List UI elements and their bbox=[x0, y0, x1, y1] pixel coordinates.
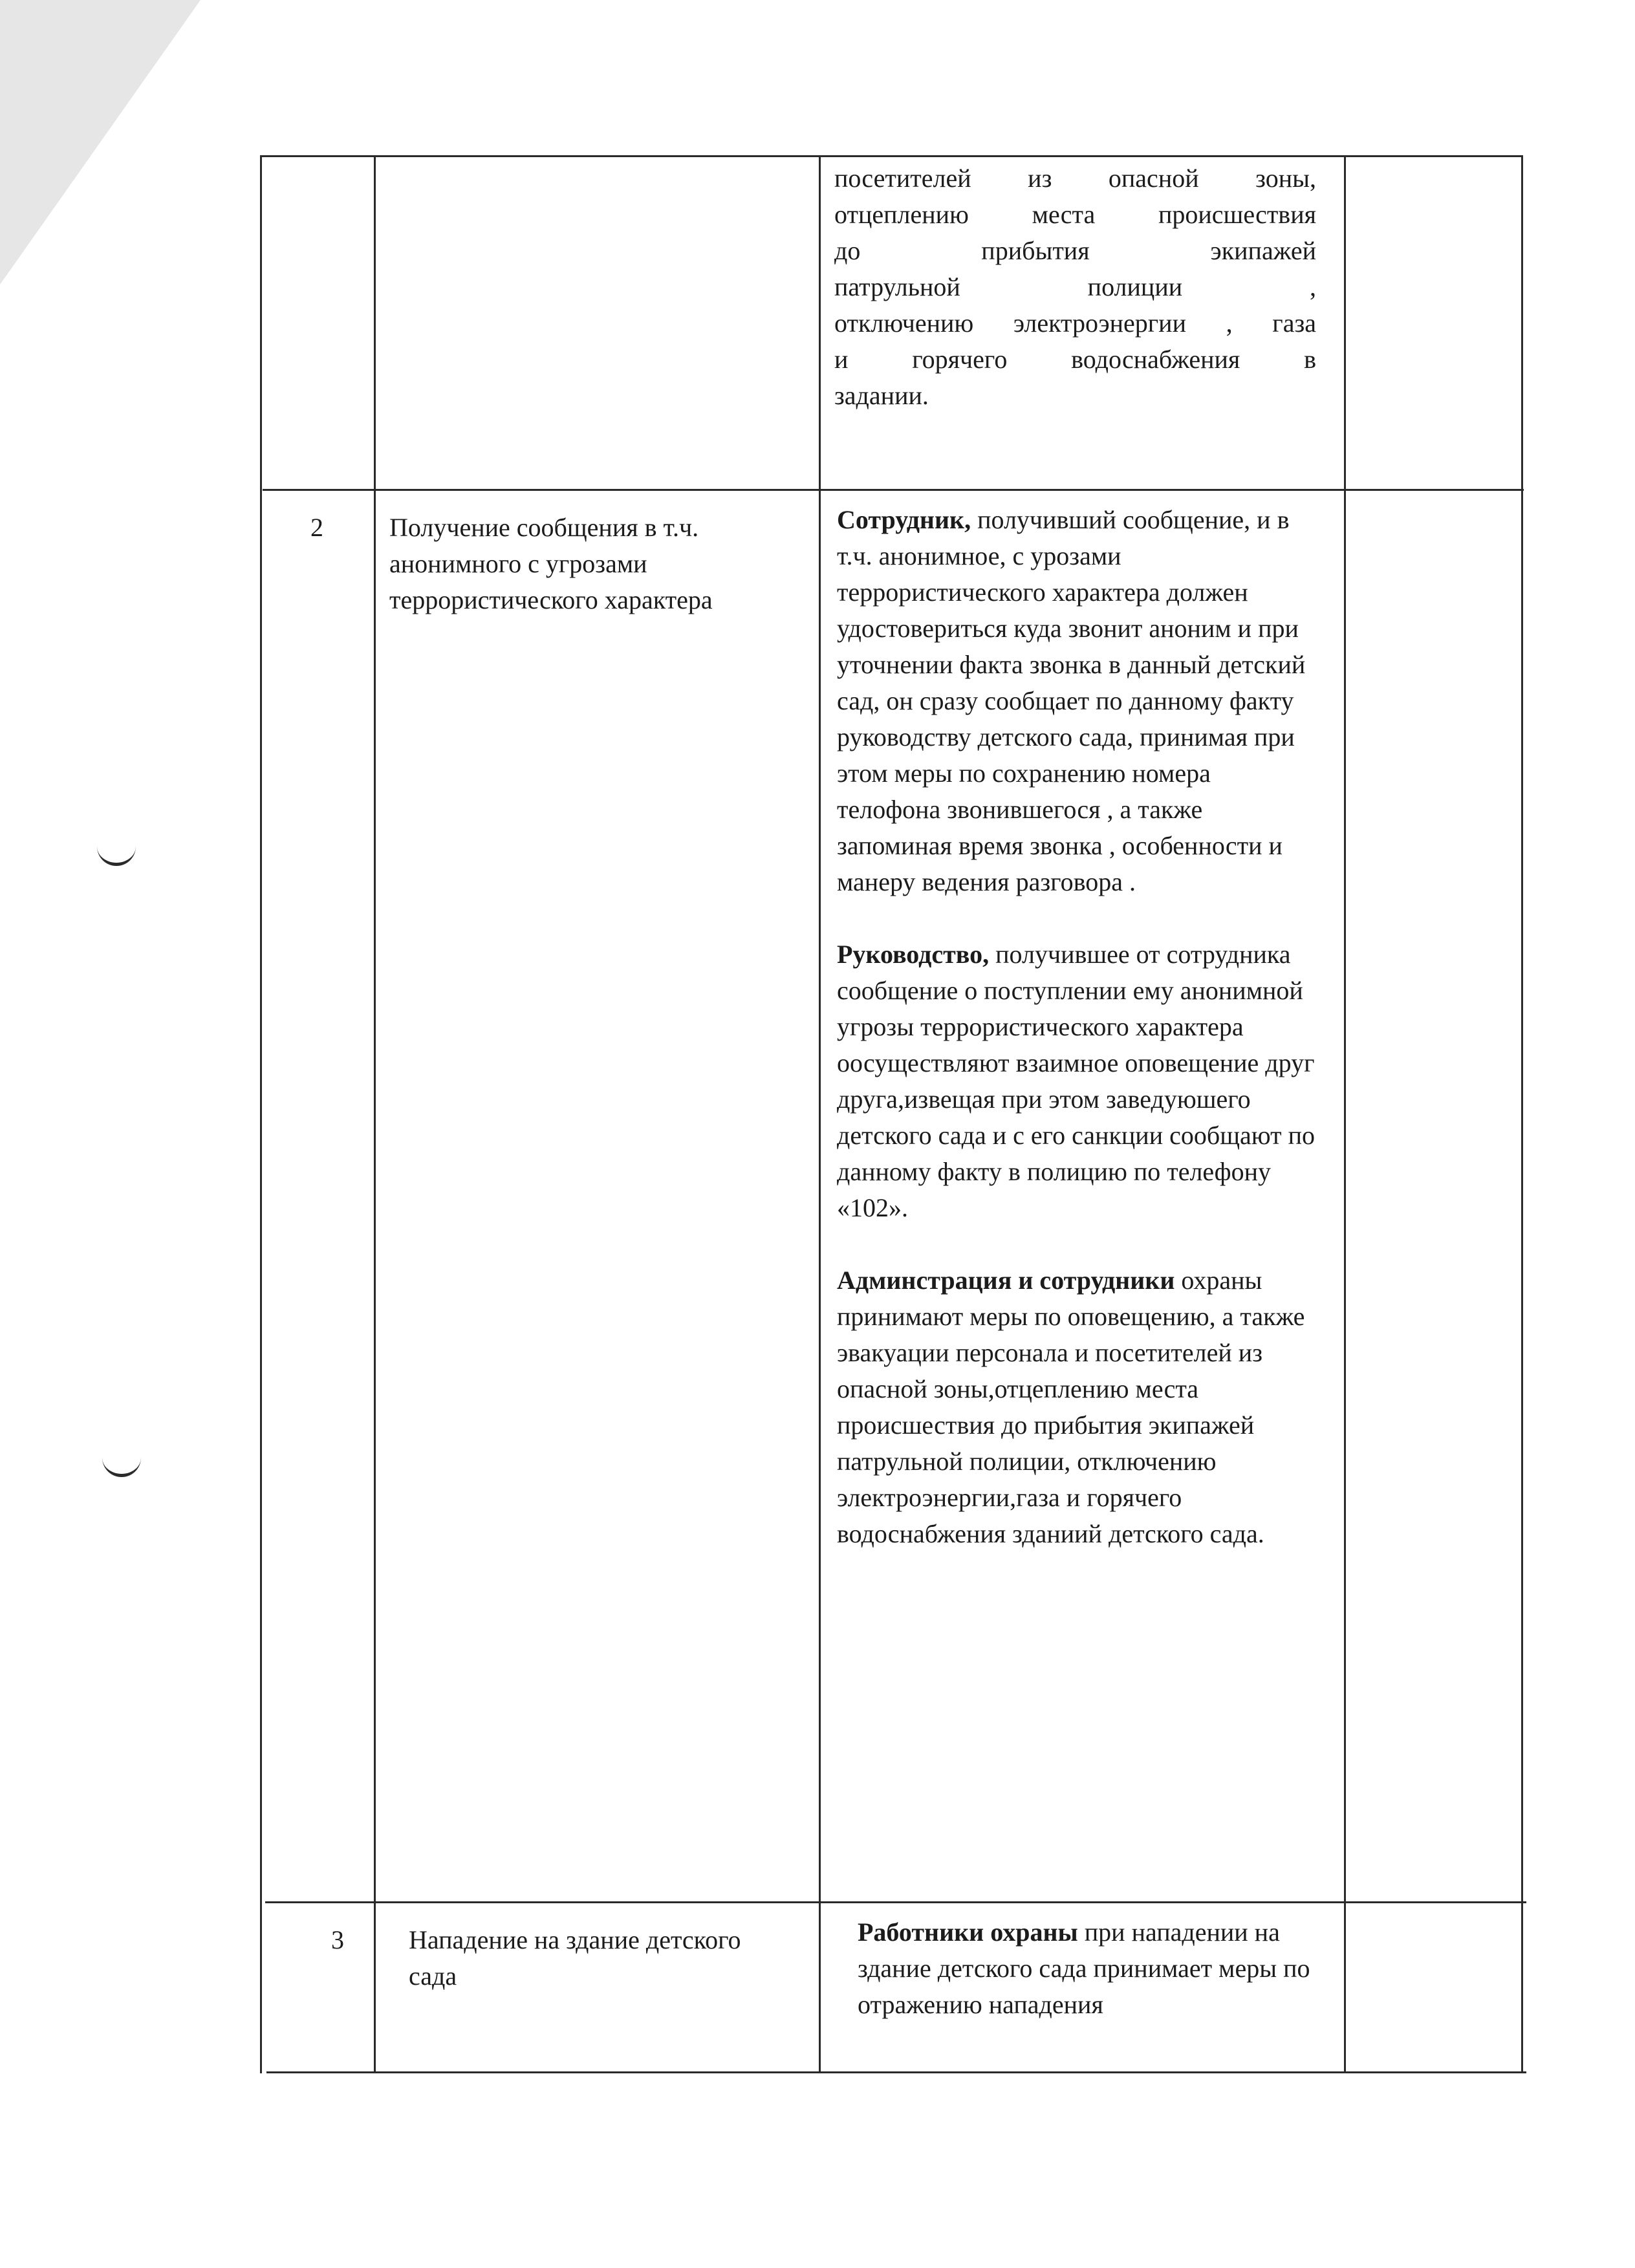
row-2-situation: Получение сообщения в т.ч. анонимного с угрозами террористического характера bbox=[389, 513, 713, 614]
col-divider-situation bbox=[819, 155, 821, 2073]
continued-line: патрульной полиции , bbox=[834, 272, 1316, 301]
continued-line: отключению электроэнергии , газа bbox=[834, 308, 1316, 338]
continued-line: посетителей из опасной зоны, bbox=[834, 164, 1316, 193]
action-text: получившее от сотрудника сообщение о поступлении ему анонимной угрозы террористического характера оосуществляют взаимное оповещение друг друга,извещая при этом заведуюшего детского сада и с его санкции сообщают по данному факту в полицию по телефону «102». bbox=[837, 940, 1316, 1222]
action-paragraph bbox=[858, 1914, 1310, 2023]
col-divider-actions bbox=[1344, 155, 1346, 2073]
table-left-border bbox=[260, 155, 262, 2073]
continued-line: задании. bbox=[834, 381, 929, 410]
action-text: охраны принимают меры по оповещению, а также эвакуации персонала и посетителей из опасной зоны,отцеплению места происшествия до прибытия экипажей патрульной полиции, отключению электроэнергии,газа и горячего водоснабжения зданиий детского сада. bbox=[837, 1266, 1305, 1548]
continued-line: и горячего водоснабжения в bbox=[834, 345, 1316, 374]
row-3-actions-cell bbox=[858, 1914, 1310, 2023]
action-paragraph bbox=[837, 1262, 1316, 1552]
table-right-border bbox=[1521, 155, 1523, 2073]
continued-line: отцеплению места происшествия bbox=[834, 200, 1316, 229]
action-text: при нападении на здание детского сада принимает меры по отражению нападения bbox=[858, 1917, 1310, 2019]
table-top-border bbox=[260, 155, 1522, 157]
actor-label: Руководство, bbox=[837, 940, 990, 969]
table-bottom-border bbox=[266, 2071, 1526, 2073]
continued-line: до прибытия экипажей bbox=[834, 236, 1316, 265]
col-divider-number bbox=[374, 155, 376, 2073]
row-divider-1 bbox=[263, 489, 1524, 491]
action-text: получивший сообщение, и в т.ч. анонимное, с урозами террористического характера должен удостовериться куда звонит аноним и при уточнении факта звонка в данный детский сад, он сразу сообщает по данному факту руководству детского сада, принимая при этом меры по сохранению номера телофона звонившегося , а также запоминая время звонка , особенности и манеру ведения разговора . bbox=[837, 505, 1306, 896]
actor-label: Работники охраны bbox=[858, 1917, 1078, 1947]
row-2-actions-cell bbox=[837, 502, 1316, 1552]
row-divider-2 bbox=[265, 1901, 1526, 1903]
action-paragraph bbox=[837, 502, 1316, 900]
actor-label: Админстрация и сотрудники bbox=[837, 1266, 1175, 1295]
row-3-number: 3 bbox=[331, 1925, 344, 1954]
action-paragraph bbox=[837, 936, 1316, 1226]
row-3-situation: Нападение на здание детского сада bbox=[409, 1925, 741, 1991]
continued-actions-cell bbox=[834, 160, 1316, 414]
actor-label: Сотрудник, bbox=[837, 505, 971, 534]
row-2-number: 2 bbox=[310, 513, 323, 542]
